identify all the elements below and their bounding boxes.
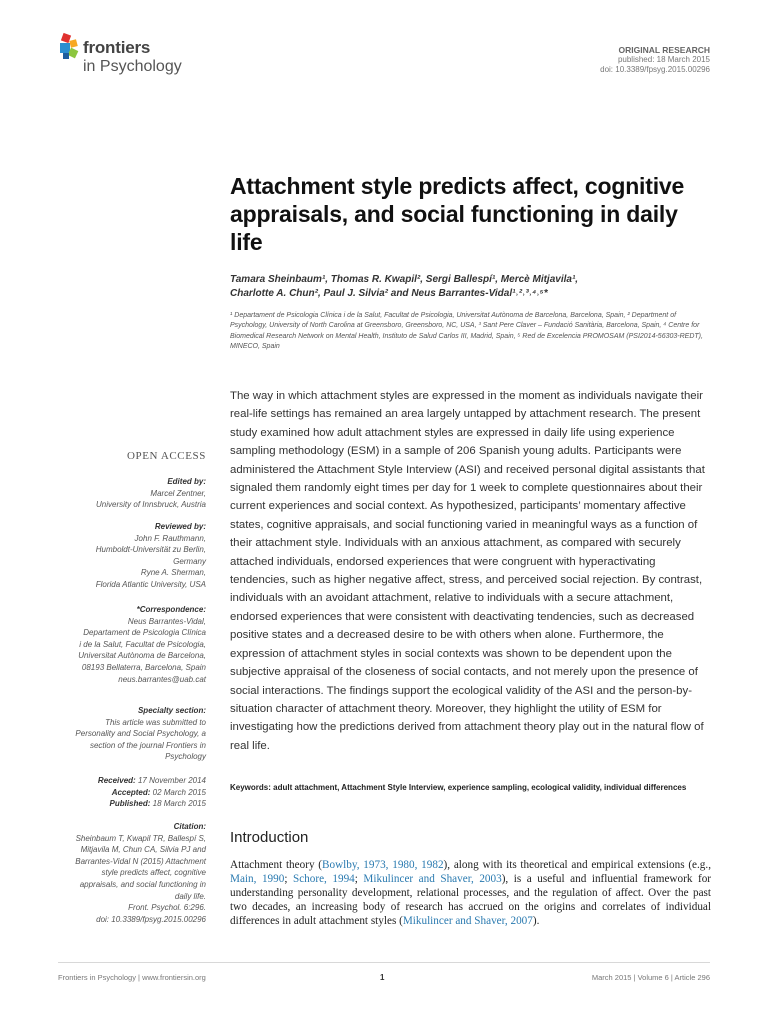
keywords <box>230 783 711 793</box>
edited-by-label: Edited by: <box>167 477 206 486</box>
footer-journal[interactable]: Frontiers in Psychology | www.frontiersin.org <box>58 973 206 982</box>
citation-link[interactable]: Mikulincer and Shaver, 2003 <box>363 873 502 886</box>
keywords-list: adult attachment, Attachment Style Interview, experience sampling, ecological validity, individual differences <box>273 783 687 792</box>
citation-line: Barrantes-Vidal N (2015) Attachment <box>75 856 206 866</box>
correspondence-line: Universitat Autònoma de Barcelona, <box>78 651 206 661</box>
published-date-sidebar: Published: 18 March 2015 <box>109 799 206 809</box>
editor-affiliation: University of Innsbruck, Austria <box>96 500 206 510</box>
citation-link[interactable]: Bowlby, 1973, 1980, 1982 <box>322 859 444 871</box>
authors <box>230 273 710 301</box>
journal-logo <box>58 34 208 84</box>
open-access-label: OPEN ACCESS <box>126 450 206 462</box>
published-date: published: 18 March 2015 <box>617 55 710 64</box>
section-heading-introduction: Introduction <box>230 829 309 846</box>
page-number: 1 <box>380 973 385 982</box>
citation-line: Front. Psychol. 6:296. <box>128 903 206 913</box>
doi[interactable]: doi: 10.3389/fpsyg.2015.00296 <box>600 65 710 74</box>
reviewer-line: Humboldt-Universität zu Berlin, <box>95 545 206 555</box>
introduction-paragraph: Attachment theory (Bowlby, 1973, 1980, 1982), along with its theoretical and empirical extensions (e.g., Main, 1990; Schore, 1994; Mikulincer and Shaver, 2003), is a useful and influential framework for understanding personality development, relational processes, and the regulation of affect. Over the past two decades, an increasing body of research has accrued on the origins and correlates of individual differences in adult attachment styles (Mikulincer and Shaver, 2007). <box>230 859 712 928</box>
specialty-line: section of the journal Frontiers in <box>89 740 206 750</box>
citation-line: appraisals, and social functioning in <box>79 879 206 889</box>
editor-name: Marcel Zentner, <box>150 488 206 498</box>
footer-issue: March 2015 | Volume 6 | Article 296 <box>591 973 710 982</box>
citation-link[interactable]: Schore, 1994 <box>292 873 355 886</box>
reviewer-line: John F. Rauthmann, <box>134 533 206 543</box>
reviewer-line: Florida Atlantic University, USA <box>95 579 206 589</box>
article-type: ORIGINAL RESEARCH <box>618 45 710 55</box>
specialty-line: This article was submitted to <box>105 717 206 727</box>
citation-line: daily life. <box>174 891 206 901</box>
citation-line: Mitjavila M, Chun CA, Silvia PJ and <box>80 845 206 855</box>
correspondence-email[interactable]: neus.barrantes@uab.cat <box>118 674 206 684</box>
citation-link[interactable]: Mikulincer and Shaver, 2007 <box>402 915 533 928</box>
reviewer-line: Germany <box>173 556 206 566</box>
keywords-label: Keywords: <box>230 783 271 792</box>
frontiers-logo-icon <box>58 34 80 60</box>
citation-line: Sheinbaum T, Kwapil TR, Ballespí S, <box>75 833 206 843</box>
citation-line: style predicts affect, cognitive <box>101 868 206 878</box>
article-title: Attachment style predicts affect, cognitive appraisals, and social functioning in daily life <box>230 173 685 255</box>
dates-section <box>36 775 206 810</box>
affiliations: ¹ Departament de Psicologia Clínica i de la Salut, Facultat de Psicologia, Universitat Autònoma de Barcelona, Barcelona, Spain, ² Department of Psychology, University of North Carolina at Greensboro, Greensboro, NC, USA, ³ Sant Pere Claver – Fundació Sanitària, Barcelona, Spain, ⁴ Centre for Biomedical Research Network on Mental Health, Instituto de Salud Carlos III, Madrid, Spain, ⁵ Red de Excelencia PROMOSAM (PSI2014-56303-REDT), MINECO, Spain <box>230 312 703 351</box>
correspondence-line: Departament de Psicologia Clínica <box>83 628 206 638</box>
authors-line-2: Charlotte A. Chun², Paul J. Silvia² and Neus Barrantes-Vidal¹˒²˒³˒⁴˒⁵* <box>230 288 548 299</box>
logo-wordmark: frontiers <box>83 38 151 57</box>
article-meta <box>600 45 710 75</box>
abstract: The way in which attachment styles are expressed in the moment as individuals navigate their real-life settings has remained an area largely untapped by attachment research. The present study examined how adult attachment styles are expressed in daily life using experience sampling methodology (ESM) in a sample of 206 Spanish young adults. Participants were administered the Attachment Style Interview (ASI) and received personal digital assistants that signaled them randomly eight times per day for 1 week to complete questionnaires about their current experiences and social context. As hypothesized, participants’ momentary affective states, cognitive appraisals, and social functioning varied in meaningful ways as a function of their attachment style. Individuals with an anxious attachment, as compared with securely attached individuals, endorsed experiences that were congruent with hyperactivating tendencies, such as higher negative affect, stress, and perceived social rejection. By contrast, individuals with an avoidant attachment, relative to individuals with a secure attachment, endorsed experiences that were consistent with deactivating tendencies, such as decreased positive states and a decreased desire to be with others when alone. Furthermore, the expression of attachment styles in social contexts was shown to be dependent upon the subjective appraisal of the closeness of social contacts, and not merely upon the presence of social interactions. The findings support the ecological validity of the ASI and the person-by-situation character of attachment theory. Moreover, they highlight the utility of ESM for investigating how the predictions derived from attachment theory play out in the natural flow of real life. <box>230 390 705 752</box>
footer-divider <box>58 962 710 963</box>
reviewer-line: Ryne A. Sherman, <box>140 568 206 578</box>
correspondence-line: i de la Salut, Facultat de Psicologia, <box>79 639 206 649</box>
citation-link[interactable]: Main, 1990 <box>230 873 285 886</box>
citation-doi[interactable]: doi: 10.3389/fpsyg.2015.00296 <box>96 914 206 924</box>
specialty-label: Specialty section: <box>137 706 206 715</box>
correspondence-line: Neus Barrantes-Vidal, <box>127 616 206 626</box>
accepted-date: Accepted: 02 March 2015 <box>111 787 206 797</box>
reviewed-by-section <box>36 521 206 591</box>
specialty-line: Psychology <box>165 752 206 762</box>
logo-journal-name: in Psychology <box>83 58 182 75</box>
correspondence-label: *Correspondence: <box>136 605 206 614</box>
edited-by-section <box>36 476 206 511</box>
specialty-section <box>36 705 206 763</box>
citation-section <box>36 821 206 925</box>
specialty-line: Personality and Social Psychology, a <box>75 729 206 739</box>
received-date: Received: 17 November 2014 <box>97 776 206 785</box>
citation-label: Citation: <box>173 822 206 831</box>
correspondence-section <box>36 604 206 685</box>
reviewed-by-label: Reviewed by: <box>154 522 206 531</box>
authors-line-1: Tamara Sheinbaum¹, Thomas R. Kwapil², Sergi Ballespí¹, Mercè Mitjavila¹, <box>230 274 579 285</box>
correspondence-line: 08193 Bellaterra, Barcelona, Spain <box>81 662 206 672</box>
